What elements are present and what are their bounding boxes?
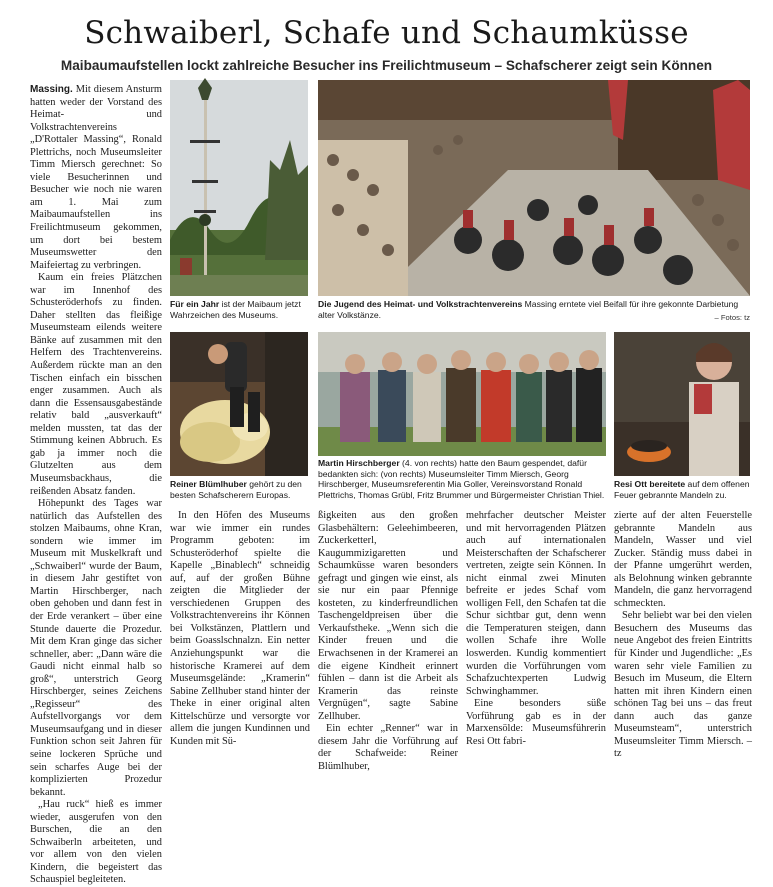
paragraph-7: Ein echter „Renner“ war in diesem Jahr die Vorführung auf der Schafweide: Reiner Blümlhuber,	[318, 723, 458, 772]
author-sign: – tz	[614, 735, 752, 760]
caption-schafscherer: Reiner Blümlhuber gehört zu den besten Schafscherern Europas.	[170, 479, 302, 500]
dateline: Massing.	[30, 84, 73, 95]
paragraph-3: Höhepunkt des Tages war natürlich das Aufstellen des stolzen Maibaums, ohne Kran, sondern wie immer im Museum mit Muskelkraft und „Schwaiberl“ wurde der Baum, in diesem Jahr gestiftet von Martin Hirschberger, nach oben gehoben und dann fest in der Erde verankert – über eine Stunde dauerte die Prozedur. Mit dem Kran ginge das sicher schneller, aber: „Dann wäre die Gaudi nicht einmal halb so groß“, unterstrich Georg Hirschberger, seines Zeichens „Regisseur“ des Aufstellvorgangs vor dem Museumsaufgang und in dieser Funktion schon seit Jahren für seine lockeren Sprüche und sein scharfes Auge bei der komplizierten Prozedur bekannt.	[30, 498, 162, 798]
caption-resi-ott: Resi Ott bereitete auf dem offenen Feuer gebrannte Mandeln zu.	[614, 479, 750, 500]
paragraph-8: mehrfacher deutscher Meister und mit hervorragenden Plätzen auch auf internationalen Meisterschaften der Schafscherer vertreten, zeigte sein Können. In nicht einmal zwei Minuten befreite er jedes Schaf vom wolligen Fell, den Schafen tat die Schur sichtbar gut, denn wenn die Temperaturen steigen, dann wollen Schafe ihre Wolle loswerden. Kundig kommentiert wurden die Vorführungen vom Schafzuchtexperten Ludwig Schwinghammer.	[466, 510, 606, 697]
article-column-3	[318, 510, 458, 772]
paragraph-6: ßigkeiten aus den großen Glasbehältern: Geleehimbeeren, Zuckerketterl, Kaugummizigaretten und Schaumküsse waren besonders gefragt und gingen wie einst, als sie nur ein paar Pfennige kosteten, zu kinderfreundlichen Taschengeldpreisen über die Verkaufstheke. „Wenn sich die Kinder freuen und die Erwachsenen in der Kramerei an die eigene Kindheit erinnert fühlen – dann ist die Arbeit als Kramerin das reinste Vergnügen“, sagte Sabine Zellhuber.	[318, 510, 458, 722]
paragraph-4: „Hau ruck“ hieß es immer wieder, ausgerufen von den Burschen, die an den Schwaiberln arbeiteten, und vor allem von den vielen Kindern, die begeistert das Schauspiel begleiteten.	[30, 799, 162, 886]
headline: Schwaiberl, Schafe und Schaumküsse	[84, 15, 689, 51]
article-column-1	[30, 84, 162, 886]
photo-gruppe	[318, 332, 606, 456]
subheadline: Maibaumaufstellen lockt zahlreiche Besucher ins Freilichtmuseum – Schafscherer zeigt sein Können	[60, 58, 713, 73]
photo-maibaum	[170, 80, 308, 296]
paragraph-5: In den Höfen des Museums war wie immer ein rundes Programm geboten: im Schusteröderhof spielte die Kapelle „Binablech“ schneidig auf, auf der großen Bühne zeigten die Mitglieder der verschiedenen Gruppen des Volkstrachtenvereins ihr Können bei Volkstänzen, Plattlern und beim Goasslschnalzn. Ein netter Anziehungspunkt war die historische Kramerei auf dem Museumsgelände: „Kramerin“ Sabine Zellhuber stand hinter der Theke in einer original alten Kittelschürze und versorgte vor allem die jungen Kundinnen und Kunden mit Sü-	[170, 510, 310, 747]
paragraph-11: Sehr beliebt war bei den vielen Besuchern des Museums das neue Angebot des freien Eintritts für Kinder und Jugendliche: „Es waren sehr viele Familien zu Besuch im Museum, die Eltern hatten mit ihren Kindern einen schönen Tag bei uns – das freut dann auch das ganze Museumsteam“, unterstrich Museumsleiter Timm Miersch. – tz	[614, 610, 752, 760]
caption-gruppe: Martin Hirschberger (4. von rechts) hatte den Baum gespendet, dafür bedankten sich: (von rechts) Museumsleiter Timm Miersch, Georg Hirschberger, Museumsreferentin Mia Goller, Vereinsvorstand Ronald Plettrichs, Thomas Grübl, Fritz Brummer und Bürgermeister Christian Thiel.	[318, 458, 605, 500]
paragraph-2: Kaum ein freies Plätzchen war im Innenhof des Schusteröderhofs zu finden. Daher stellten das fleißige Museumsteam eilends weitere Bänke auf zusammen mit den Helfern des Trachtenvereins. Außerdem rückte man an den Tischen einfach ein bisschen enger zusammen. Auch als dann die Essensausgabestände relativ bald „ausverkauft“ melden mussten, tat das der Stimmung keinen Abbruch. Es gab ja immer noch die Glutzelten aus dem Museumsbackhaus, die reißenden Absatz fanden.	[30, 272, 162, 497]
paragraph-10: zierte auf der alten Feuerstelle gebrannte Mandeln aus Mandeln, Wasser und viel Zucker. Ständig muss dabei in der Pfanne umgerührt werden, als Belohnung winken gebrannte Mandeln, die ganz hervorragend schmeckten.	[614, 510, 752, 609]
photo-resi-ott	[614, 332, 750, 476]
caption-maibaum: Für ein Jahr ist der Maibaum jetzt Wahrzeichen des Museums.	[170, 299, 301, 320]
article-column-4	[466, 510, 606, 747]
photo-jugend-tanz	[318, 80, 750, 296]
paragraph-1: Mit diesem Ansturm hatten weder der Vorstand des Heimat- und Volkstrachtenvereins „D'Rottaler Massing“, Ronald Plettrichs, noch Museumsleiter Timm Miersch gerechnet: So viele Besucherinnen und Besucher wie noch nie waren am 1. Mai zum Maibaumaufstellen ins Freilichtmuseum gekommen, um dort bei bestem Museumswetter den Maifeiertag zu verbringen.	[30, 84, 162, 271]
caption-jugend: Die Jugend des Heimat- und Volkstrachtenvereins Massing erntete viel Beifall für ihre gekonnte Darbietung alter Volkstänze.	[318, 299, 739, 320]
article-column-5	[614, 510, 752, 760]
article-column-2	[170, 510, 310, 747]
photo-schafscherer	[170, 332, 308, 476]
paragraph-9: Eine besonders süße Vorführung gab es in der Marxensölde: Museumsführerin Resi Ott fabri-	[466, 698, 606, 747]
photo-credit: – Fotos: tz	[714, 313, 750, 322]
